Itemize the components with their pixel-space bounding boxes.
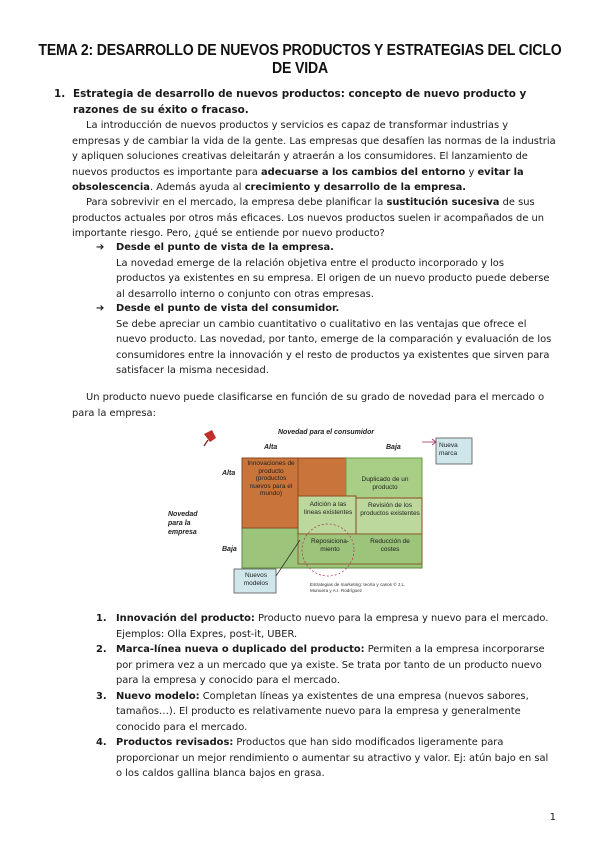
list-number: 4. [96,737,107,748]
bullet-consumidor [96,301,556,379]
axis-left-title: Novedad para la empresa [168,511,198,536]
section-heading [54,86,554,118]
section-heading-text: Estrategia de desarrollo de nuevos productos: concepto de nuevo producto y razones de su éxito o fracaso. [73,88,527,116]
list-item-body: Producto nuevo para la empresa y nuevo para el mercado. Ejemplos: Olla Expres, post-it, UBER. [116,613,549,640]
list-item-head: Marca-línea nueva o duplicado del producto: [116,644,365,655]
bullet-empresa-body: La novedad emerge de la relación objetiva entre el producto incorporado y los productos ya existentes en su empresa. El origen de un nuevo producto puede deberse al desarrollo interno o conjunto con otras empresas. [116,257,550,300]
cell-innovaciones-label: Innovaciones de producto (productos nuevos para el mundo) [247,460,295,497]
list-number: 2. [96,644,107,655]
page-title: TEMA 2: DESARROLLO DE NUEVOS PRODUCTOS Y ESTRATEGIAS DEL CICLO DE VIDA [38,42,562,77]
p2-text-a: Para sobrevivir en el mercado, la empresa debe planificar la [86,197,387,208]
section-number: 1. [54,88,66,100]
bullet-empresa [96,240,556,302]
nueva-marca-label: Nueva marca [439,442,458,457]
paragraph-survival [72,195,556,242]
p3-text: Un producto nuevo puede clasificarse en función de su grado de novedad para el mercado o para la empresa: [72,392,545,419]
cell-revision-label: Revisión de los productos existentes [360,502,420,517]
arrow-icon: ➔ [96,242,105,253]
p1-bold-1: adecuarse a los cambios del entorno [261,166,466,178]
axis-top-title: Novedad para el consumidor [278,429,375,436]
list-item-body: Productos que han sido modificados ligeramente para proporcionar un mejor rendimiento o aumentar su atractivo y valor. Ej: atún bajo en sal o los caldos gallina blanca bajos en grasa. [116,737,549,779]
list-item-head: Nuevo modelo: [116,690,200,702]
cell-reduccion-label: Reducción de costes [370,538,410,553]
arrow-icon: ➔ [96,303,105,314]
axis-top-baja: Baja [386,444,401,451]
axis-left-alta: Alta [222,470,236,477]
p1-bold-2: evitar la obsolescencia [72,166,524,193]
novelty-matrix-diagram [160,418,490,603]
list-item-body: Permiten a la empresa incorporarse por primera vez a un mercado que ya existe. Se trata por tanto de un producto nuevo para la empresa y conocido para el mercado. [116,644,545,686]
list-number: 1. [96,613,107,624]
bullet-empresa-head: Desde el punto de vista de la empresa. [116,242,334,253]
list-item [96,689,556,736]
list-item-head: Productos revisados: [116,737,234,748]
paragraph-intro [72,118,556,196]
cell-duplicado-label: Duplicado de un producto [361,476,409,491]
cell-orange-mid [298,458,346,496]
p2-text-c: de sus productos actuales por otros más eficaces. Los nuevos productos suelen ir acompañados de un importante riesgo. Pero, ¿qué se entiende por nuevo producto? [72,197,545,239]
bullet-consumidor-body: Se debe apreciar un cambio cuantitativo o cualitativo en las ventajas que ofrece el nuevo producto. Las novedad, por tanto, emerge de la comparación y evaluación de los consumidores entre la innovación y el resto de productos ya existentes que sirven para satisfacer la misma necesidad. [116,318,552,376]
paragraph-classification [72,390,556,421]
list-number: 3. [96,690,107,702]
list-item [96,642,556,689]
pin-icon [204,430,216,446]
diagram-source: Estrategias de marketing: teoría y casos © J.L. Munuera y A.I. Rodríguez [310,582,406,593]
list-item-body: Completan líneas ya existentes de una empresa (nuevos sabores, tamaños…). El producto es relativamente nuevo para la empresa y generalmente conocido para el mercado. [116,690,529,733]
p1-text-a: La introducción de nuevos productos y servicios es capaz de transformar industrias y empresas y de cambiar la vida de la gente. Las empresas que desafíen las normas de la industria y apliquen soluciones creativas deleitarán y atraerán a los consumidores. El lanzamiento de nuevos productos es importante para [72,120,556,178]
page-number: 1 [549,812,556,823]
p2-bold: sustitución sucesiva [386,197,500,208]
cell-adicion-label: Adición a las líneas existentes [303,501,353,516]
cell-reposicionamiento-label: Reposiciona-miento [311,538,349,553]
axis-top-alta: Alta [264,444,278,451]
axis-left-baja: Baja [222,546,237,553]
list-item [96,611,556,642]
list-item [96,735,556,782]
p1-text-d: . Además ayuda al [149,182,245,193]
list-item-head: Innovación del producto: [116,613,255,624]
bullet-consumidor-head: Desde el punto de vista del consumidor. [116,303,340,314]
p1-bold-3: crecimiento y desarrollo de la empresa. [244,182,466,193]
p1-text-c: y [465,166,478,178]
classification-list [96,611,556,782]
nuevos-modelos-label: Nuevos modelos [243,572,269,587]
